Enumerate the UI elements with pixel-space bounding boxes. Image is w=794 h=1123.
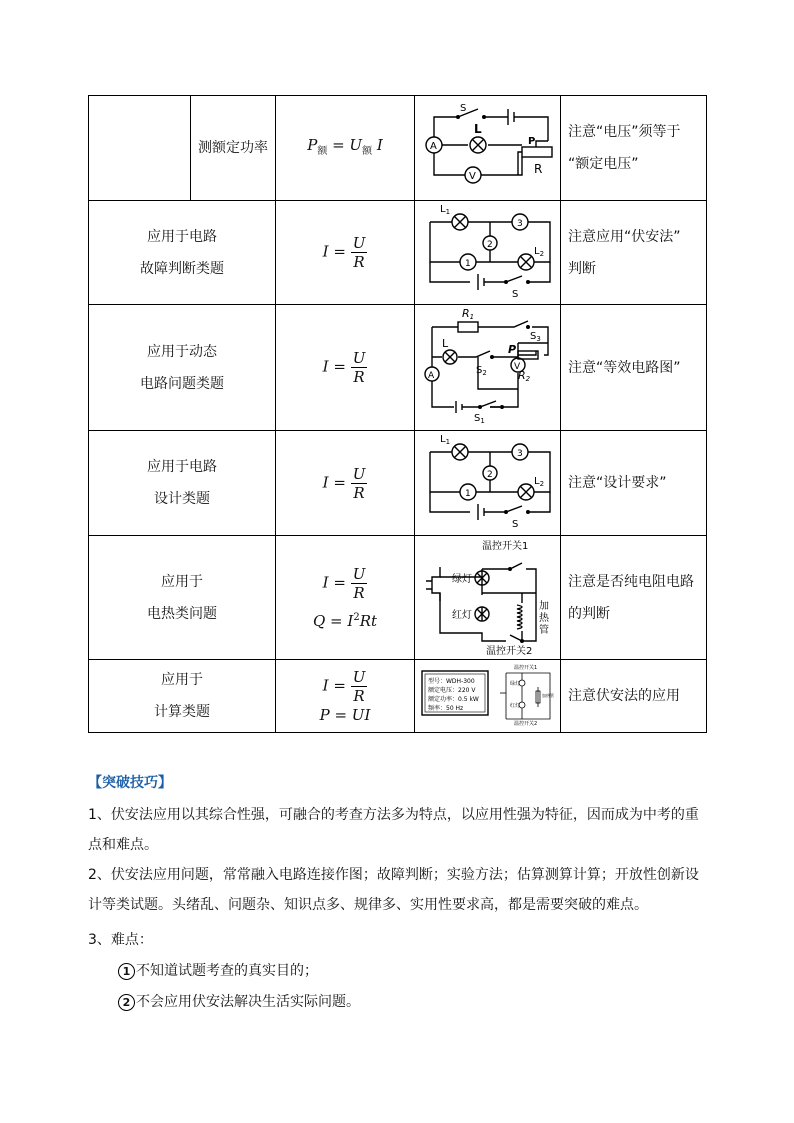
- formula-power: $P_额 = U_额$ I: [307, 135, 383, 157]
- paragraph-line: 点和难点。: [88, 837, 158, 853]
- ammeter-3-label: 3: [516, 449, 523, 459]
- note-line: 注意应用“伏安法”: [568, 228, 681, 245]
- switch-label-S: S: [459, 103, 466, 114]
- circled-number: 1: [118, 963, 135, 980]
- circuit-diagram-cell: [415, 536, 561, 660]
- lamp-label-L1: $L_1$: [439, 434, 450, 446]
- formula-cell: [276, 536, 415, 660]
- note-cell: [561, 201, 707, 305]
- formula-cell: [276, 431, 415, 536]
- formula-application-table: [88, 95, 707, 733]
- switch-label-S: S: [511, 288, 518, 300]
- ammeter-2-label: 2: [486, 239, 493, 250]
- note-line: 注意伏安法的应用: [568, 688, 680, 704]
- circuit-diagram-cell: [415, 201, 561, 305]
- category-line: 故障判断类题: [140, 260, 224, 277]
- slider-label-P: P: [507, 342, 516, 356]
- voltmeter-label: V: [513, 361, 520, 372]
- formula-ohms-law: I = $\frac{U}{R}$: [322, 667, 366, 705]
- switch-label-S1: $S_1$: [473, 412, 485, 425]
- empty-cell: [89, 96, 191, 201]
- note-line: 注意是否纯电阻电路: [568, 573, 694, 590]
- table-row: [89, 96, 707, 201]
- formula-ohms-law: I = $\frac{U}{R}$: [322, 464, 366, 502]
- nameplate-line: 额定电压：220 V: [427, 687, 475, 694]
- lamp-label-L: L: [441, 336, 448, 350]
- table-row: [89, 431, 707, 536]
- thermostat-switch-2-label: 温控开关2: [513, 721, 537, 727]
- difficulty-text: 不知道试题考查的真实目的；: [136, 963, 318, 979]
- note-cell: [561, 536, 707, 660]
- ammeter-2-label: 2: [486, 470, 493, 480]
- category-cell: [89, 536, 276, 660]
- ammeter-3-label: 3: [516, 218, 523, 229]
- formula-ohms-law: I = $\frac{U}{R}$: [322, 349, 366, 386]
- table-row: [89, 201, 707, 305]
- category-line: 应用于动态: [147, 343, 217, 360]
- difficulty-text: 不会应用伏安法解决生活实际问题。: [136, 994, 360, 1010]
- note-line: 注意“等效电路图”: [568, 359, 681, 376]
- paragraph-line: 1、伏安法应用以其综合性强，可融合的考查方法多为特点，以应用性强为特征，因而成为中考的重: [88, 807, 699, 823]
- tips-heading: 【突破技巧】: [88, 775, 172, 791]
- nameplate-line: 型号：WDH-300: [427, 678, 475, 685]
- circuit-diagram-cell: [415, 96, 561, 201]
- note-line: 的判断: [568, 605, 610, 622]
- design-circuit-diagram: [418, 432, 558, 530]
- note-line: “额定电压”: [568, 156, 639, 172]
- formula-ohms-law: I = $\frac{U}{R}$: [322, 564, 366, 602]
- category-line: 应用于电路: [147, 459, 217, 475]
- table-row: [89, 536, 707, 660]
- voltmeter-label: V: [468, 171, 476, 182]
- thermostat-switch-2-label: 温控开关2: [485, 645, 532, 655]
- note-line: 判断: [568, 260, 596, 277]
- circled-number: 2: [118, 994, 135, 1011]
- switch-label-S: S: [511, 519, 518, 530]
- category-line: 应用于: [161, 573, 203, 590]
- category-cell: [191, 96, 276, 201]
- nameplate-line: 额定功率：0.5 kW: [427, 696, 479, 703]
- difficulty-item-1: [118, 956, 738, 986]
- tips-paragraph-2: [88, 860, 708, 920]
- calculation-circuit-diagram: [418, 661, 558, 727]
- lamp-label-L1: $L_1$: [439, 203, 450, 216]
- category-line: 计算类题: [154, 704, 210, 720]
- green-lamp-label: 绿灯: [451, 573, 472, 585]
- dynamic-circuit-diagram: [418, 307, 558, 425]
- category-cell: [89, 431, 276, 536]
- tips-paragraph-3: 3、难点：: [88, 932, 153, 948]
- formula-cell: [276, 660, 415, 733]
- note-cell: [561, 660, 707, 733]
- ammeter-label: A: [427, 370, 434, 381]
- switch-label-S2: $S_2$: [475, 364, 487, 377]
- formula-cell: [276, 305, 415, 431]
- circuit-diagram-cell: [415, 660, 561, 733]
- lamp-label-L2: $L_2$: [533, 476, 544, 488]
- switch-label-S3: $S_3$: [529, 330, 541, 343]
- tips-paragraph-1: [88, 800, 708, 860]
- category-label: 测额定功率: [198, 140, 268, 156]
- lamp-label-L2: $L_2$: [533, 245, 544, 258]
- note-cell: [561, 305, 707, 431]
- fault-circuit-diagram: [418, 202, 558, 300]
- category-line: 应用于电路: [147, 228, 217, 245]
- lamp-label: L: [473, 122, 482, 136]
- nameplate-line: 频率：50 Hz: [427, 705, 463, 712]
- heating-tube-label: 管: [538, 624, 549, 636]
- circuit-diagram-cell: [415, 305, 561, 431]
- category-cell: [89, 305, 276, 431]
- formula-cell: [276, 201, 415, 305]
- note-cell: [561, 431, 707, 536]
- category-line: 应用于: [161, 672, 203, 688]
- circuit-diagram-cell: [415, 431, 561, 536]
- category-line: 电热类问题: [147, 605, 217, 622]
- category-line: 设计类题: [154, 491, 210, 507]
- table-row: [89, 305, 707, 431]
- thermostat-switch-1-label: 温控开关1: [481, 540, 528, 552]
- heating-tube-label: 加热管: [541, 693, 554, 698]
- table-row: [89, 660, 707, 733]
- note-line: 注意“电压”须等于: [568, 124, 681, 140]
- rated-power-circuit-diagram: [418, 97, 558, 195]
- note-cell: [561, 96, 707, 201]
- red-lamp-label: 红灯: [451, 609, 472, 621]
- category-cell: [89, 660, 276, 733]
- note-line: 注意“设计要求”: [568, 475, 667, 491]
- category-line: 电路问题类题: [140, 375, 224, 392]
- category-cell: [89, 201, 276, 305]
- rheostat-label-R: R: [533, 162, 542, 176]
- formula-cell: [276, 96, 415, 201]
- resistor-label-R1: R1: [461, 306, 474, 321]
- slider-label-P: P: [527, 136, 535, 147]
- thermostat-switch-1-label: 温控开关1: [513, 665, 537, 671]
- formula-power: P = UI: [319, 705, 371, 724]
- green-lamp-label: 绿灯: [509, 681, 520, 687]
- formula-ohms-law: I = $\frac{U}{R}$: [322, 234, 366, 271]
- ammeter-label: A: [429, 141, 437, 152]
- red-lamp-label: 红灯: [509, 703, 520, 709]
- heating-tube-label: 热: [538, 612, 549, 624]
- ammeter-1-label: 1: [464, 489, 471, 499]
- paragraph-line: 计等类试题。头绪乱、问题杂、知识点多、规律多、实用性要求高，都是需要突破的难点。: [88, 897, 648, 913]
- paragraph-line: 2、伏安法应用问题，常常融入电路连接作图；故障判断；实验方法；估算测算计算；开放性创新设: [88, 867, 699, 883]
- electric-heater-circuit-diagram: [418, 537, 558, 655]
- resistor-label-R2: R2: [517, 368, 530, 383]
- formula-joule-law: $Q = I^2Rt$: [312, 611, 378, 630]
- ammeter-1-label: 1: [464, 258, 471, 269]
- heating-tube-label: 加: [538, 600, 549, 612]
- difficulty-item-2: [118, 987, 738, 1017]
